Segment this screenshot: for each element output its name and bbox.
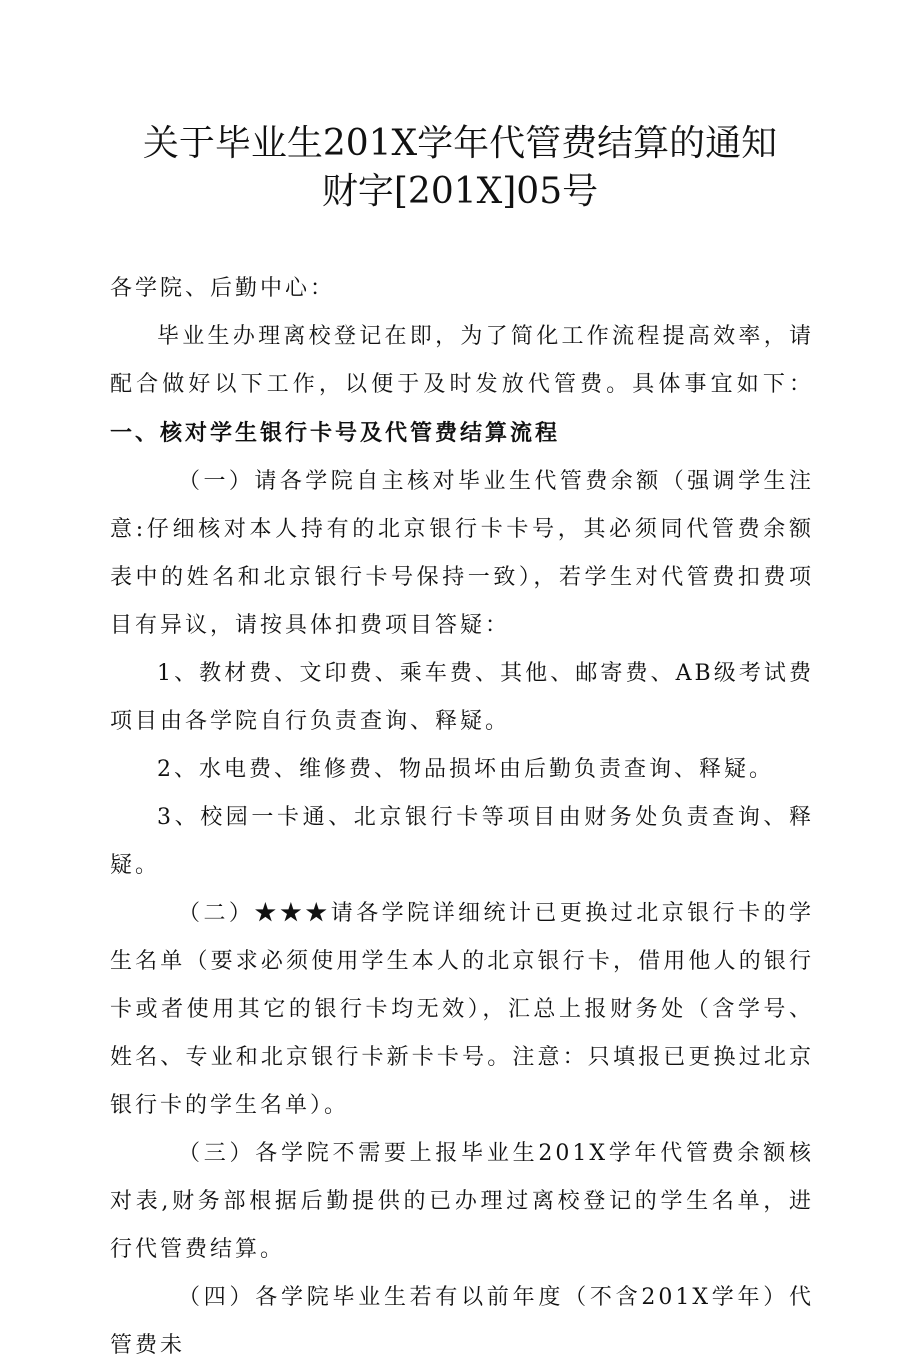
document-number: 财字[201X]05号: [321, 171, 599, 212]
item-1-paragraph: （一）请各学院自主核对毕业生代管费余额（强调学生注意:仔细核对本人持有的北京银行卡卡号，其必须同代管费余额表中的姓名和北京银行卡号保持一致），若学生对代管费扣费项目有异议，请按具体扣费项目答疑：: [110, 469, 814, 638]
sub-item-3-paragraph: 3、校园一卡通、北京银行卡等项目由财务处负责查询、释疑。: [110, 805, 814, 878]
item-2-paragraph: （二）★★★请各学院详细统计已更换过北京银行卡的学生名单（要求必须使用学生本人的北京银行卡，借用他人的银行卡或者使用其它的银行卡均无效），汇总上报财务处（含学号、姓名、专业和北京银行卡新卡卡号。注意：只填报已更换过北京银行卡的学生名单）。: [110, 901, 814, 1118]
sub-item-1-paragraph: 1、教材费、文印费、乘车费、其他、邮寄费、AB级考试费项目由各学院自行负责查询、释疑。: [110, 661, 814, 734]
item-4-paragraph: （四）各学院毕业生若有以前年度（不含201X学年）代管费未: [110, 1285, 814, 1358]
intro-text: 毕业生办理离校登记在即，为了简化工作流程提高效率，请配合做好以下工作，以便于及时发放代管费。具体事宜如下：: [110, 324, 814, 397]
document-title: 关于毕业生201X学年代管费结算的通知: [142, 123, 778, 164]
sub-item-2-paragraph: 2、水电费、维修费、物品损坏由后勤负责查询、释疑。: [157, 757, 774, 782]
section-1-heading: 一、核对学生银行卡号及代管费结算流程: [110, 420, 561, 446]
intro-paragraph: [110, 313, 814, 458]
item-3-paragraph: （三）各学院不需要上报毕业生201X学年代管费余额核对表,财务部根据后勤提供的已办理过离校登记的学生名单，进行代管费结算。: [110, 1141, 814, 1262]
document-body: [110, 265, 814, 1370]
salutation: 各学院、后勤中心：: [110, 276, 336, 301]
